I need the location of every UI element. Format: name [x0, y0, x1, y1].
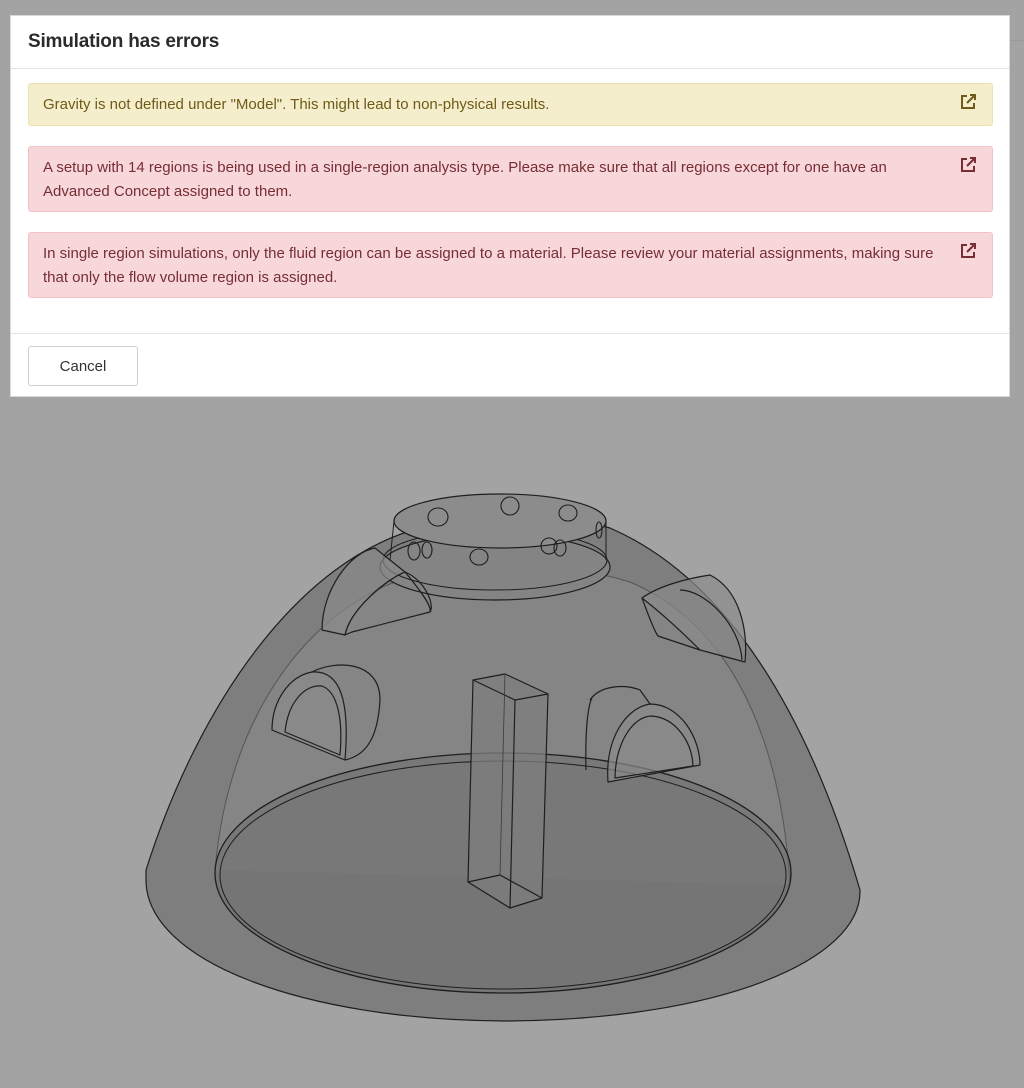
external-link-icon[interactable]: [959, 242, 977, 260]
external-link-icon[interactable]: [959, 93, 977, 111]
alert-message: A setup with 14 regions is being used in a single-region analysis type. Please make sure that all regions except for one have an Advanced Concept assigned to them.: [43, 159, 887, 200]
dialog-title: Simulation has errors: [28, 31, 220, 52]
alert-message: Gravity is not defined under "Model". This might lead to non-physical results.: [43, 96, 550, 113]
gravity-warning-alert: [28, 83, 993, 126]
regions-error-alert: [28, 146, 993, 212]
cancel-button[interactable]: Cancel: [28, 346, 138, 386]
top-ring-top: [394, 494, 606, 548]
error-dialog: [10, 15, 1010, 397]
alert-message: In single region simulations, only the fluid region can be assigned to a material. Please review your material assignments, making sure that only the flow volume region is assigned.: [43, 245, 934, 286]
dialog-footer: [11, 333, 1009, 397]
external-link-icon[interactable]: [959, 156, 977, 174]
central-pillar: [468, 674, 548, 908]
dialog-body: [11, 69, 1009, 333]
dialog-header: [11, 16, 1009, 69]
material-error-alert: [28, 232, 993, 298]
background-toolbar-edge: [1010, 40, 1024, 41]
